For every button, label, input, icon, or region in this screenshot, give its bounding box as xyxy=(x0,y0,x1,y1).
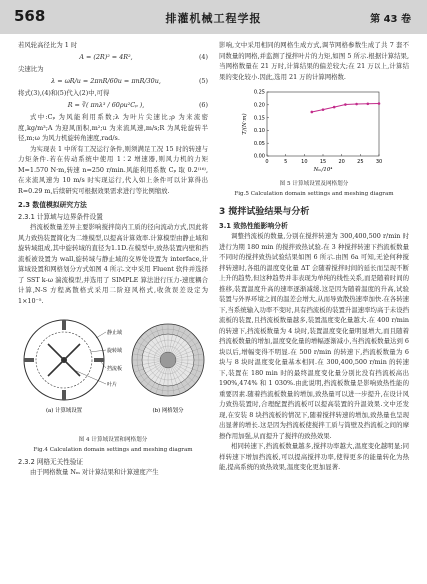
paragraph: 为实现表 1 中所有工况运行条件,则须满足工况 15 时的转速与力矩条件.若在传动系统中使用 1∶2 增速器,则风力机的力矩 M=1.570 N·m,转速 n=250 r/min.风能利用系数 Cₚ 取 0.2⁽¹⁶⁾,在来流风速为 10 m/s 时实现运行,代入如上条件可以计算得出 R=0.29 m,后续研究可根据效果需求进行等比例缩放. xyxy=(18,144,208,195)
label-static-domain: 静止域 xyxy=(107,330,123,336)
page-header xyxy=(0,0,427,34)
label-rotating-domain: 旋转域 xyxy=(107,348,123,354)
figure-5-grid-independence-chart xyxy=(239,86,389,178)
data-point xyxy=(333,106,336,109)
figure-4-caption-cn: 图 4 计算域设置和网格划分 xyxy=(78,436,148,443)
figure-5-caption-cn: 图 5 计算域设置及网格划分 xyxy=(279,181,349,187)
subsection-heading: 2.3.2 网格无关性验证 xyxy=(18,457,84,466)
x-tick-label: 5 xyxy=(284,159,288,165)
equation-number: (5) xyxy=(198,76,208,85)
paragraph: 挡流板数量差异主要影响搅拌筒内工质的径向流动方式,因此将风力致热装置简化为二维模型,以提高计算效率.计算模型由静止域和旋转域组成,其中旋转域的直径为1.1D.在模型中,致热装置内壁和挡流板被设置为 wall,旋转域与静止域的交界处设置为 interface,计算域设置和网格划分方式如图 4 所示.文中采用 Fluent 软件并选择了 SST k-ω 湍流模型,并选用了 SIMPLE 算法进行压力-速度耦合计算,N-S 方程离散格式采用二阶迎风格式,收敛误差设定为 1×10⁻⁵. xyxy=(18,223,208,305)
text-line: 将式(3),(4)和(5)代入(2)中,可得 xyxy=(18,89,110,97)
mesh-diagram xyxy=(132,324,204,414)
equation-body: λ = ωR/u = 2πnR/60u = πnR/30u, xyxy=(51,76,161,85)
y-axis-label: T/(N·m) xyxy=(242,113,248,135)
equation-number: (4) xyxy=(198,52,208,61)
equation-4 xyxy=(18,52,208,63)
baffle-shape xyxy=(94,358,104,362)
y-tick-label: 0.00 xyxy=(253,153,265,160)
text-line: 若风轮高径比为 1 时 xyxy=(18,41,78,49)
equation-body: A = (2R)² = 4R², xyxy=(79,52,133,61)
y-tick-label: 0.05 xyxy=(253,140,265,147)
data-point xyxy=(378,102,381,105)
equation-6 xyxy=(18,100,208,111)
domain-diagram xyxy=(24,320,122,414)
plot-frame xyxy=(267,92,379,156)
subcaption-b: (b) 网格划分 xyxy=(152,408,184,414)
paragraph: 式中:Cₚ 为风能利用系数;λ 为叶片尖速比;ρ 为来流密度,kg/m³;A 为迎风面积,m²;u 为来流风速,m/s;R 为风轮旋转半径,m;ω 为风力机旋转角速度,rad/s. xyxy=(18,113,208,142)
paragraph: 调整挡流板的数量,分别在搅拌转速为 300,400,500 r/min 时进行为期 180 min 的搅拌致热试验.在 3 种搅拌转速下挡流板数量不同时的搅拌致热试验结果如图 6 所示.由图 6a 可知,无论何种搅拌转速时,各组的温度变化量 ΔT 会随着搅拌时间的延长而呈现不断上升的趋势,但这种趋势并非表现为单纯的线性关系,而是随着时间的推移,装置温度升高的速率逐渐减缓.这是因为随着温度的升高,试验装置与外界环境之间的温差会增大,从而导致散热速率加快.在各转速下,当系统输入功率不变时,具有挡流板的装置升温速率均高于未设挡流板的装置,且挡流板数量越多,装置温度变化量越大.在 400 r/min 的转速下,挡流板数量为 4 块时,装置温度变化量明显增大,而且随着挡流板数量的增加,温度变化量的增幅逐渐减小,当挡流板数量达到 6 块以后,增幅变得不明显.在 500 r/min 的转速下,挡流板数量为 6 块与 8 块时温度变化量基本相同.在 300,400,500 r/min 的转速下,装置在 180 min 时的最终温度变化量分别比没有挡流板高出 190%,474% 和 1 030%.由此说明,挡流板数量是影响致热性能的重要因素.随着挡流板数量的增加,致热量可以进一步提升,在设计风力致热装置时,合理配置挡流板可以提高装置的升温效果.文中还发现,在安装 8 块挡流板的情况下,随着搅拌转速的增加,致热量也呈现出显著的增长.这是因为挡流板使搅拌工质与筒壁及挡流板之间的摩擦作用加强,从而提升了搅拌的致热效果. xyxy=(219,232,409,440)
right-column xyxy=(219,40,409,473)
mesh-hub xyxy=(160,352,176,368)
hub-shape xyxy=(61,357,67,363)
equation-5 xyxy=(18,76,208,87)
x-tick-label: 25 xyxy=(357,159,364,165)
data-point xyxy=(344,103,347,106)
paragraph: 影响,文中采用相同的网格生成方式,调节网格参数生成了共 7 套不同数量的网格,并监测了搅拌叶片的力矩,如图 5 所示.根据计算结果,当网格数量在 21 万时,计算结果的偏差较大;在 21 万以上,计算结果的变化较小.因此,选用 21 万的计算网格数. xyxy=(219,41,409,81)
equation-number: (6) xyxy=(198,100,208,109)
label-baffle: 挡流板 xyxy=(107,366,123,372)
x-tick-label: 30 xyxy=(375,159,383,165)
x-tick-label: 0 xyxy=(265,159,269,165)
left-column xyxy=(18,40,208,477)
x-tick-label: 15 xyxy=(319,159,327,165)
label-blade: 叶片 xyxy=(107,382,118,388)
journal-title: 排灌机械工程学报 xyxy=(165,12,262,25)
paragraph: 由于网格数量 Nₘ 对计算结果和计算速度产生 xyxy=(30,467,159,476)
x-axis-label: Nₘ/10⁴ xyxy=(313,167,333,173)
data-point xyxy=(311,111,314,114)
baffle-shape xyxy=(62,390,66,400)
baffle-shape xyxy=(24,358,34,362)
x-tick-label: 10 xyxy=(301,159,308,165)
figure-4-domain-mesh xyxy=(18,310,208,428)
subcaption-a: (a) 计算域设置 xyxy=(45,408,83,414)
section-heading: 2.3 数值模拟研究方法 xyxy=(18,201,87,209)
section-heading: 3 搅拌试验结果与分析 xyxy=(219,207,310,217)
figure-5-caption-en: Fig.5 Calculation domain settings and meshing diagram xyxy=(234,191,394,197)
text-line: 尖速比为 xyxy=(18,65,44,73)
equation-body: R = ∛( πnλ³ / 60ρu²Cₚ ), xyxy=(67,100,145,109)
figure-4-caption-en: Fig.4 Calculation domain settings and meshing diagram xyxy=(33,446,193,453)
data-point xyxy=(322,108,325,111)
page-number: 568 xyxy=(14,7,46,25)
y-tick-label: 0.15 xyxy=(253,115,265,122)
paragraph: 相同转速下,挡流板数量越多,搅拌功率越大,温度变化越明显;同样转速下增加挡流板,可以提高搅拌功率,使得更多的能量转化为热能,提高系统的致热效果,温度变化更加显著. xyxy=(219,442,409,471)
y-tick-label: 0.25 xyxy=(253,89,265,96)
baffle-shape xyxy=(62,320,66,330)
x-tick-label: 20 xyxy=(338,159,345,165)
y-tick-label: 0.20 xyxy=(253,102,265,109)
data-point xyxy=(355,103,358,106)
data-point xyxy=(367,102,370,105)
y-tick-label: 0.10 xyxy=(253,128,265,135)
subsection-heading: 2.3.1 计算域与边界条件设置 xyxy=(18,213,103,221)
volume-label: 第 43 卷 xyxy=(370,14,411,25)
subsection-heading: 3.1 致热性能影响分析 xyxy=(219,222,288,230)
